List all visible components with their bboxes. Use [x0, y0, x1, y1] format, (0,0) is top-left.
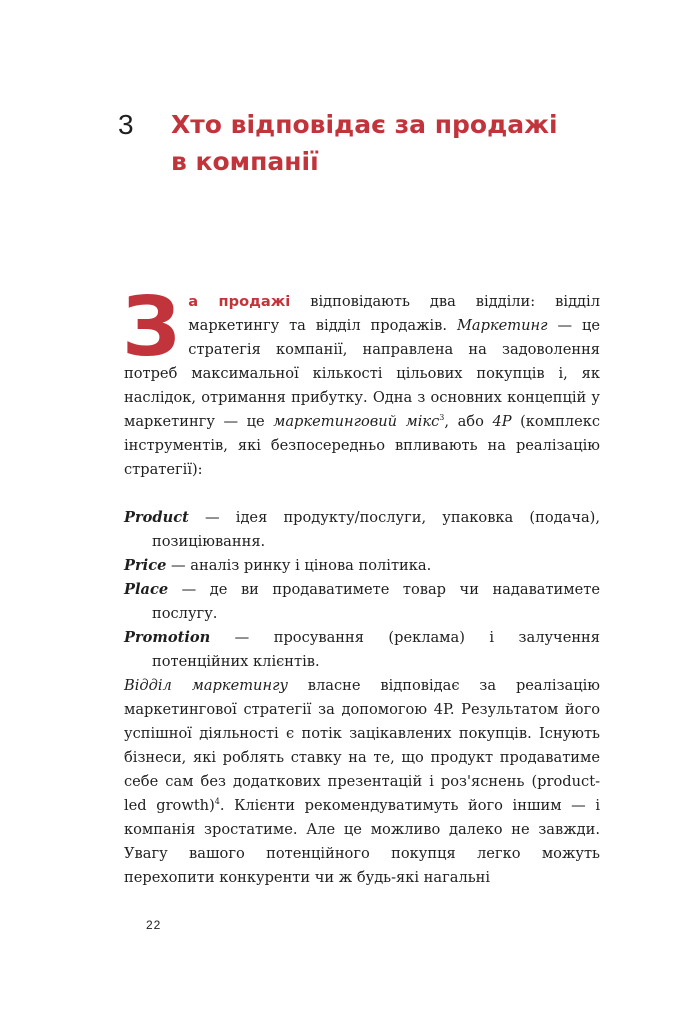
chapter-number: 3 — [118, 109, 134, 140]
intro-text-1: відповідають два відділи: відділ маркетингу та відділ продажів. — [188, 293, 600, 334]
intro-text-2: — це стратегія компанії, направлена на задоволення потреб максимальної кількості цільових покупців і, як наслідок, отримання прибутку. Одна з основних концепцій у маркетингу — це — [124, 317, 600, 430]
body-text — [122, 280, 600, 890]
chapter-title-line-1: Хто відповідає за продажі — [171, 110, 558, 139]
term-4p: 4P — [492, 413, 512, 430]
term-name: Promotion — [124, 629, 211, 646]
list-item — [124, 578, 600, 626]
intro-paragraph — [122, 280, 600, 482]
list-item — [124, 554, 600, 578]
para2-text-1: власне відповідає за реалізацію маркетингової стратегії за допомогою 4P. Результатом його успішної діяльності є потік зацікавлених покупців. Існують бізнеси, які роблять ставку на те, що продукт продаватиме себе сам без додаткових презентацій і роз'яснень (product-led growth) — [124, 677, 600, 814]
marketing-department-paragraph — [124, 674, 600, 890]
drop-cap: З — [122, 280, 181, 375]
list-item — [124, 506, 600, 554]
list-item — [124, 626, 600, 674]
term-text: — просування (реклама) і залучення потенційних клієнтів. — [152, 629, 600, 670]
para2-text-2: . Клієнти рекомендуватимуть його іншим — і компанія зростатиме. Але це можливо далеко не завжди. Увагу вашого потенційного покупця легко можуть перехопити конкуренти чи ж будь-які нагальні — [124, 797, 600, 886]
intro-text-3: , або — [444, 413, 493, 430]
term-text: — ідея продукту/послуги, упаковка (подача), позиціювання. — [152, 509, 600, 550]
term-text: — де ви продаватимете товар чи надаватимете послугу. — [152, 581, 600, 622]
page-number: 22 — [146, 918, 162, 932]
intro-text-4: (комплекс інструментів, які безпосередньо впливають на реалізацію стратегії): — [124, 413, 600, 478]
term-name: Price — [124, 557, 167, 574]
term-text: — аналіз ринку і цінова політика. — [166, 557, 432, 574]
term-name: Place — [124, 581, 169, 598]
footnote-ref-3[interactable]: 3 — [439, 413, 445, 423]
4p-list — [124, 506, 600, 674]
lead-in: а продажі — [188, 293, 291, 310]
chapter-title-line-2: в компанії — [171, 147, 319, 176]
term-marketing: Маркетинг — [456, 317, 548, 334]
chapter-title — [171, 106, 591, 180]
term-name: Product — [124, 509, 189, 526]
term-marketing-department: Відділ маркетингу — [124, 677, 288, 694]
footnote-ref-4[interactable]: 4 — [214, 797, 220, 807]
term-marketing-mix: маркетинговий мікс — [273, 413, 440, 430]
